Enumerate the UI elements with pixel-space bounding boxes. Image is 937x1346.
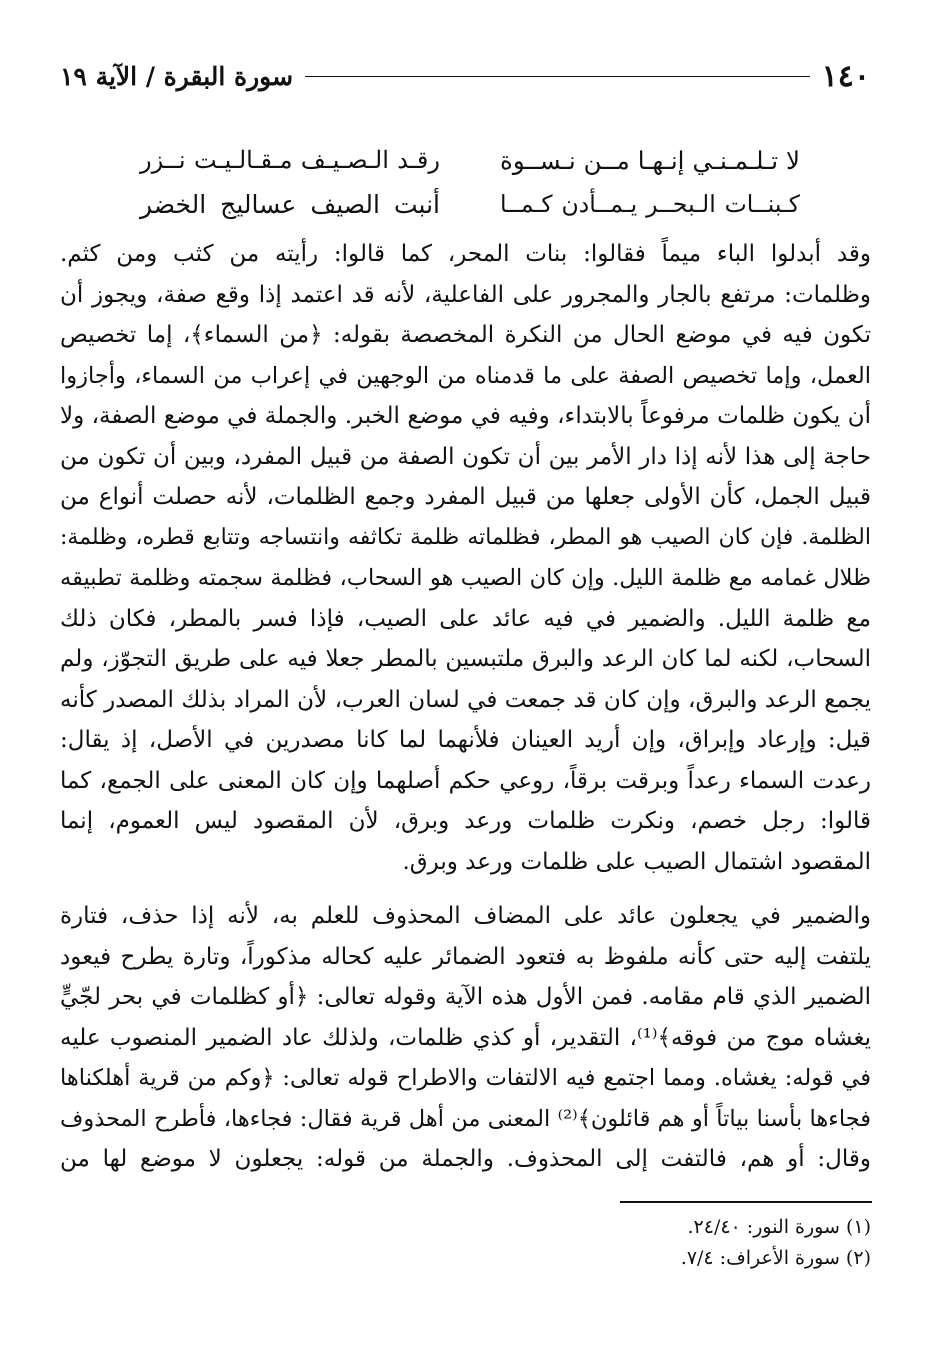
text-line: حاجة إلى هذا لأنه إذا دار الأمر بين أن تكون الصفة من قبيل المفرد، وبين أن تكون من bbox=[60, 443, 871, 470]
text-line: رعدت السماء رعداً وبرقت برقاً، روعي حكم أصلهما وإن كان المعنى على الجمع، كما bbox=[60, 767, 871, 794]
footnote: (٢) سورة الأعراف: ٧/٤. bbox=[680, 1247, 871, 1269]
footnotes bbox=[300, 1212, 871, 1274]
text-line: الضمير الذي قام مقامه. فمن الأول هذه الآية وقوله تعالى: ﴿أو كظلمات في بحر لجّيٍّ bbox=[60, 984, 871, 1010]
text-line: مع ظلمة الليل. والضمير في فيه عائد على الصيب، فإذا فسر بالمطر، فكان ذلك bbox=[60, 605, 871, 632]
text-line: فجاءها بأسنا بياتاً أو هم قائلون﴾⁽²⁾ المعنى من أهل قرية فقال: فجاءها، فأطرح المحذوف bbox=[60, 1105, 871, 1132]
text-line: السحاب، لكنه لما كان الرعد والبرق ملتبسين بالمطر جعلا فيه على طريق التجوّز، ولم bbox=[60, 646, 871, 672]
verse-first-hemistich: كـبنــات الـبحــر يـمــأدن كـمــا bbox=[500, 190, 800, 218]
text-line: والضمير في يجعلون عائد على المضاف المحذوف للعلم به، لأنه إذا حذف، فتارة bbox=[60, 903, 871, 929]
text-line: يلتفت إليه حتى كأنه ملفوظ به فتعود الضمائر عليه كحاله مذكوراً، وتارة يطرح فيعود bbox=[60, 943, 871, 970]
text-line: المقصود اشتمال الصيب على ظلمات ورعد وبرق. bbox=[402, 848, 871, 875]
text-line: الظلمة. فإن كان الصيب هو المطر، فظلماته ظلمة تكاثفه وانتساجه وتتابع قطره، وظلمة: bbox=[60, 524, 871, 550]
paragraph-gap bbox=[60, 882, 871, 896]
text-line: تكون فيه في موضع الحال من النكرة المخصصة بقوله: ﴿من السماء﴾، إما تخصيص bbox=[60, 322, 871, 348]
text-line: العمل، وإما تخصيص الصفة على ما قدمناه من الوجهين في إعراب من السماء، وأجازوا bbox=[60, 362, 871, 389]
poem-verse bbox=[140, 182, 800, 226]
poem-verse bbox=[140, 138, 800, 182]
text-line: وقال: أو هم، فالتفت إلى المحذوف. والجملة من قوله: يجعلون لا موضع لها من bbox=[60, 1146, 871, 1172]
running-title: سورة البقرة / الآية ١٩ bbox=[60, 61, 294, 91]
text-line: قالوا: رجل خصم، ونكرت ظلمات ورعد وبرق، لأن المقصود ليس العموم، إنما bbox=[60, 808, 871, 834]
text-line: أن يكون ظلمات مرفوعاً بالابتداء، وفيه في موضع الخبر. والجملة في موضع الصفة، ولا bbox=[60, 403, 871, 429]
text-line: يجمع الرعد والبرق، وإن كان قد جمعت في لسان العرب، لأن المراد بذلك المصدر كأنه bbox=[60, 686, 871, 713]
poem bbox=[140, 138, 800, 226]
paragraph bbox=[60, 896, 871, 1180]
main-text bbox=[60, 234, 871, 1180]
header-rule bbox=[305, 76, 810, 77]
footnote: (١) سورة النور: ٢٤/٤٠. bbox=[687, 1216, 871, 1238]
text-line: وقد أبدلوا الباء ميماً فقالوا: بنات المحر، كما قالوا: رأيته من كثب ومن كثم. bbox=[60, 241, 871, 267]
footnote-rule bbox=[620, 1201, 872, 1203]
verse-second-hemistich: أنبت الصيف عساليج الخضر bbox=[140, 189, 440, 219]
verse-second-hemistich: رقـد الـصـيـف مـقـالـيـت نــزر bbox=[140, 146, 440, 174]
verse-first-hemistich: لا تـلـمـنـي إنـهـا مــن نـســوة bbox=[500, 145, 800, 175]
text-line: قبيل الجمل، كأن الأولى جعلها من قبيل المفرد وجمع الظلمات، لأنه حصلت أنواع من bbox=[60, 484, 871, 510]
running-header bbox=[60, 56, 870, 96]
text-line: وظلمات: مرتفع بالجار والمجرور على الفاعلية، لأنه قد اعتمد إذا وقع صفة، ويجوز أن bbox=[60, 281, 871, 308]
page-number: ١٤٠ bbox=[821, 58, 870, 94]
text-line: ظلال غمامه مع ظلمة الليل. وإن كان الصيب هو السحاب، فظلمة سجمته وظلمة تطبيقه bbox=[60, 565, 871, 591]
text-line: في قوله: يغشاه. ومما اجتمع فيه الالتفات والاطراح قوله تعالى: ﴿وكم من قرية أهلكناها bbox=[60, 1065, 871, 1091]
text-line: يغشاه موج من فوقه﴾⁽¹⁾، التقدير، أو كذي ظلمات، ولذلك عاد الضمير المنصوب عليه bbox=[60, 1024, 871, 1051]
paragraph bbox=[60, 234, 871, 882]
text-line: قيل: وإرعاد وإبراق، وإن أريد العينان فلأنهما لما كانا مصدرين في الأصل، إذ يقال: bbox=[60, 727, 871, 753]
